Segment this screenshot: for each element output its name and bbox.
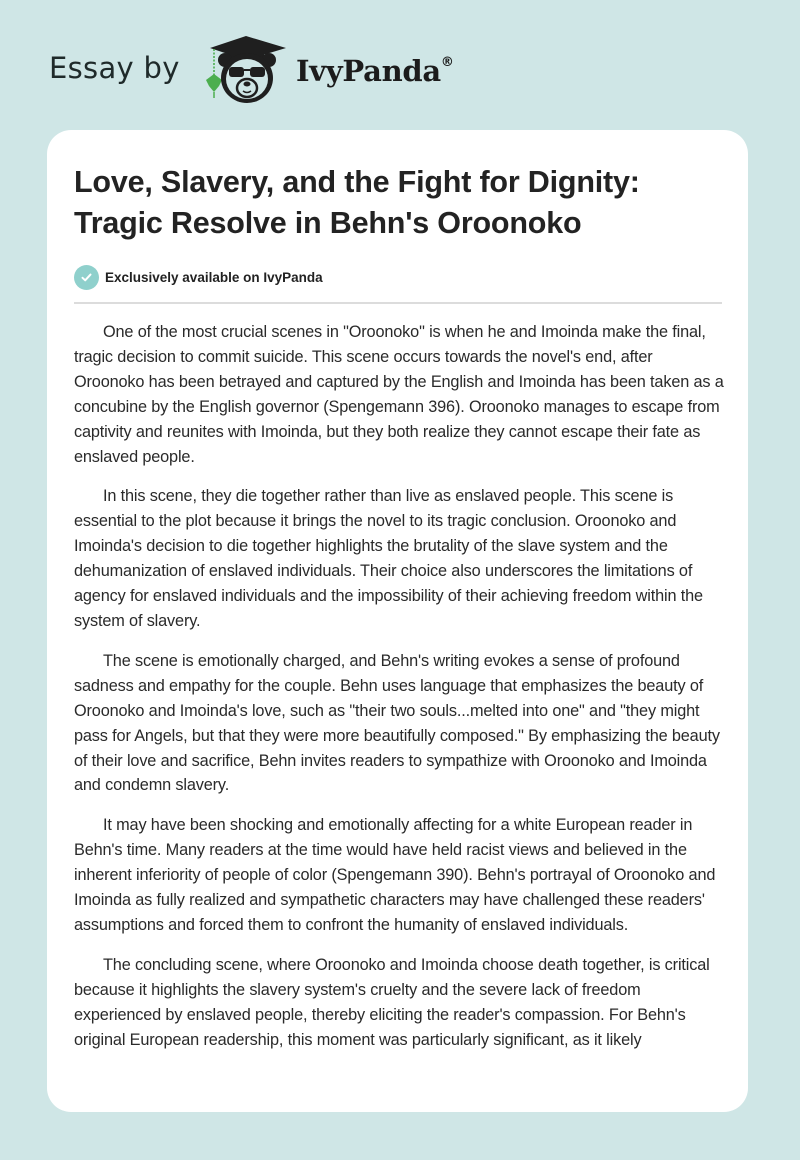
essay-by-label: Essay by xyxy=(49,51,180,85)
registered-mark: ® xyxy=(440,55,454,71)
exclusive-badge xyxy=(74,264,323,290)
paragraph: The concluding scene, where Oroonoko and Imoinda choose death together, is critical because it highlights the slavery system's cruelty and the severe lack of freedom experienced by enslaved people, thereby eliciting the reader's compassion. For Behn's original European readership, this moment was particularly significant, as it likely xyxy=(74,955,710,1049)
paragraph: The scene is emotionally charged, and Behn's writing evokes a sense of profound sadness and empathy for the couple. Behn uses language that emphasizes the beauty of Oroonoko and Imoinda's love, such as "their two souls...melted into one" and "they might pass for Angels, but that they were more beautifully composed." By emphasizing the beauty of their love and sacrifice, Behn invites readers to sympathize with Oroonoko and Imoinda and condemn slavery. xyxy=(74,651,720,795)
essay-body xyxy=(74,320,726,1067)
brand-name[interactable] xyxy=(296,54,454,88)
badge-text: Exclusively available on IvyPanda xyxy=(105,269,323,285)
check-circle-icon xyxy=(74,265,99,290)
paragraph: In this scene, they die together rather than live as enslaved people. This scene is essential to the plot because it brings the novel to its tragic conclusion. Oroonoko and Imoinda's decision to die together highlights the brutality of the slave system and the dehumanization of enslaved individuals. Their choice also underscores the limitations of agency for enslaved individuals and the impossibility of their achieving freedom within the system of slavery. xyxy=(74,487,703,630)
site-header xyxy=(0,0,800,120)
paragraph: One of the most crucial scenes in "Oroonoko" is when he and Imoinda make the final, tragic decision to commit suicide. This scene occurs towards the novel's end, after Oroonoko has been betrayed and captured by the English and Imoinda has been taken as a concubine by the English governor (Spengemann 396). Oroonoko manages to escape from captivity and reunites with Imoinda, but they both realize they cannot escape their fate as enslaved people. xyxy=(74,323,724,466)
brand-text: IvyPanda xyxy=(296,54,441,88)
essay-card xyxy=(47,130,748,1112)
panda-graduate-logo-icon[interactable] xyxy=(200,34,292,108)
paragraph: It may have been shocking and emotionally affecting for a white European reader in Behn's time. Many readers at the time would have held racist views and believed in the inherent inferiority of people of color (Spengemann 390). Behn's portrayal of Oroonoko and Imoinda as fully realized and sympathetic characters may have challenged these readers' assumptions and forced them to confront the humanity of enslaved individuals. xyxy=(74,816,716,934)
divider xyxy=(74,302,722,304)
page-title: Love, Slavery, and the Fight for Dignity: Tragic Resolve in Behn's Oroonoko xyxy=(74,165,640,240)
